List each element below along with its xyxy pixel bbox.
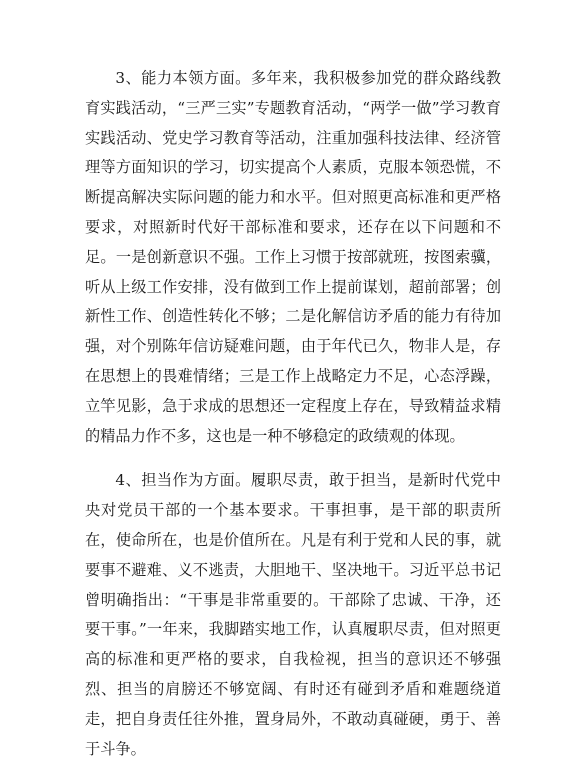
- paragraph-ability: 3、能力本领方面。多年来，我积极参加党的群众路线教育实践活动，“三严三实”专题教育活动，“两学一做”学习教育实践活动、党史学习教育等活动，注重加强科技法律、经济管理等方面知识的学习，切实提高个人素质，克服本领恐慌，不断提高解决实际问题的能力和水平。但对照更高标准和更严格要求，对照新时代好干部标准和要求，还存在以下问题和不足。一是创新意识不强。工作上习惯于按部就班，按图索骥，听从上级工作安排，没有做到工作上提前谋划，超前部署；创新性工作、创造性转化不够；二是化解信访矛盾的能力有待加强，对个别陈年信访疑难问题，由于年代已久，物非人是，存在思想上的畏难情绪；三是工作上战略定力不足，心态浮躁，立竿见影，急于求成的思想还一定程度上存在，导致精益求精的精品力作不多，这也是一种不够稳定的政绩观的体现。: [85, 69, 501, 445]
- document-body: [85, 64, 501, 764]
- paragraph-responsibility: 4、担当作为方面。履职尽责，敢于担当，是新时代党中央对党员干部的一个基本要求。干事担事，是干部的职责所在，使命所在，也是价值所在。凡是有利于党和人民的事，就要事不避难、义不逃责，大胆地干、坚决地干。习近平总书记曾明确指出：“干事是非常重要的。干部除了忠诚、干净，还要干事。”一年来，我脚踏实地工作，认真履职尽责，但对照更高的标准和更严格的要求，自我检视，担当的意识还不够强烈、担当的肩膀还不够宽阔、有时还有碰到矛盾和难题绕道走，把自身责任往外推，置身局外，不敢动真碰硬，勇于、善于斗争。: [85, 471, 501, 758]
